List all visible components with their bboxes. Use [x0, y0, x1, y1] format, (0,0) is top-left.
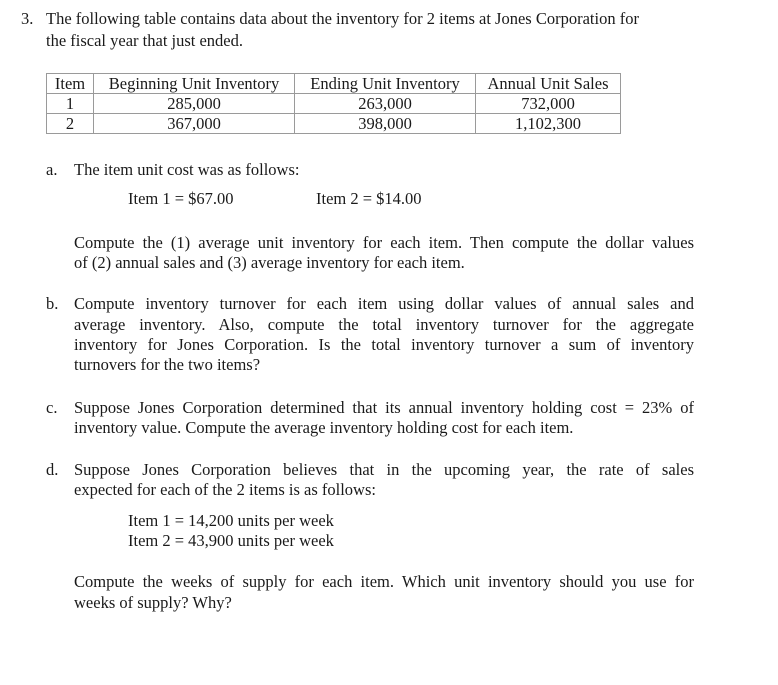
- table-row: [47, 94, 621, 114]
- header-beginning-unit-inventory: Beginning Unit Inventory: [94, 74, 295, 94]
- table-header-row: [47, 74, 621, 94]
- cell-beginning-inventory: 285,000: [94, 94, 295, 114]
- cell-annual-sales: 1,102,300: [476, 114, 621, 134]
- table-row: [47, 114, 621, 134]
- part-c-label: c.: [46, 398, 58, 417]
- header-annual-unit-sales: Annual Unit Sales: [476, 74, 621, 94]
- question-intro-line-2: the fiscal year that just ended.: [46, 31, 244, 50]
- cell-annual-sales: 732,000: [476, 94, 621, 114]
- cell-beginning-inventory: 367,000: [94, 114, 295, 134]
- part-b-line-4: turnovers for the two items?: [74, 355, 261, 374]
- part-a-instruction-line-1: Compute the (1) average unit inventory for each item. Then compute the dollar values: [74, 233, 694, 252]
- item-1-sales-rate: Item 1 = 14,200 units per week: [128, 511, 334, 530]
- part-b-line-3: inventory for Jones Corporation. Is the total inventory turnover a sum of inventory: [74, 335, 694, 354]
- header-item: Item: [47, 74, 94, 94]
- item-2-unit-cost: Item 2 = $14.00: [316, 189, 422, 208]
- part-b-line-1: Compute inventory turnover for each item using dollar values of annual sales and: [74, 294, 694, 313]
- question-number: 3.: [21, 9, 34, 28]
- cell-ending-inventory: 263,000: [295, 94, 476, 114]
- part-d-line-2: expected for each of the 2 items is as follows:: [74, 480, 376, 499]
- part-b-line-2: average inventory. Also, compute the total inventory turnover for the aggregate: [74, 315, 694, 334]
- part-b-label: b.: [46, 294, 59, 313]
- part-d-line-1: Suppose Jones Corporation believes that in the upcoming year, the rate of sales: [74, 460, 694, 479]
- part-a-text: The item unit cost was as follows:: [74, 160, 300, 179]
- cell-item: 2: [47, 114, 94, 134]
- part-d-label: d.: [46, 460, 59, 479]
- part-a-instruction-line-2: of (2) annual sales and (3) average inventory for each item.: [74, 253, 465, 272]
- part-c-line-1: Suppose Jones Corporation determined that its annual inventory holding cost = 23% of: [74, 398, 694, 417]
- item-2-sales-rate: Item 2 = 43,900 units per week: [128, 531, 334, 550]
- inventory-table: [46, 73, 621, 134]
- part-c-line-2: inventory value. Compute the average inventory holding cost for each item.: [74, 418, 574, 437]
- part-d-line-4: weeks of supply? Why?: [74, 593, 232, 612]
- header-ending-unit-inventory: Ending Unit Inventory: [295, 74, 476, 94]
- part-d-line-3: Compute the weeks of supply for each item. Which unit inventory should you use for: [74, 572, 694, 591]
- item-1-unit-cost: Item 1 = $67.00: [128, 189, 234, 208]
- question-intro-line-1: The following table contains data about the inventory for 2 items at Jones Corporation for: [46, 9, 639, 28]
- part-a-label: a.: [46, 160, 58, 179]
- cell-ending-inventory: 398,000: [295, 114, 476, 134]
- cell-item: 1: [47, 94, 94, 114]
